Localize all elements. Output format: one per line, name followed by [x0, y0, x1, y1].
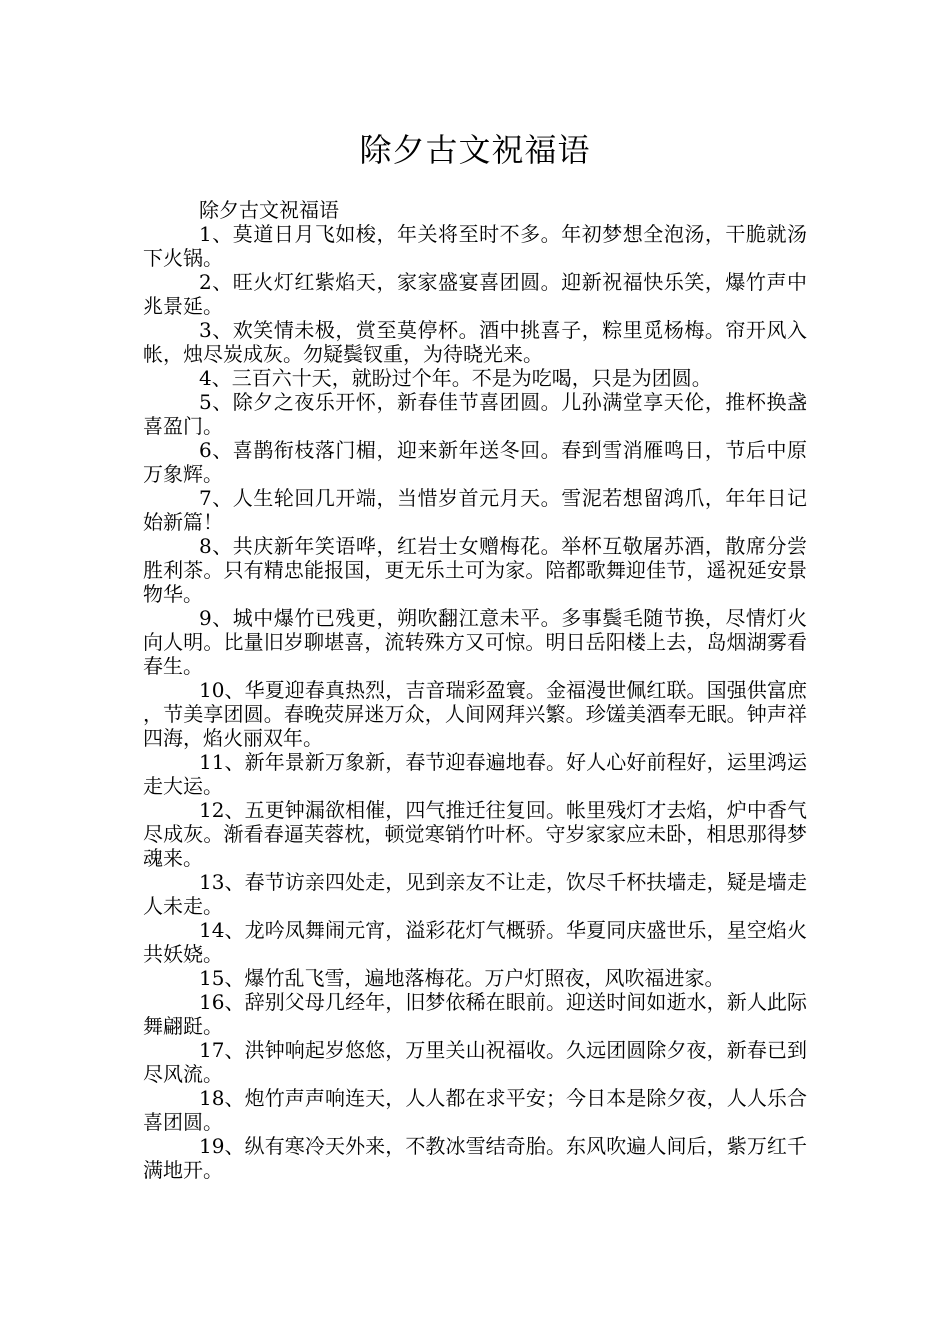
document-subtitle: 除夕古文祝福语 [199, 198, 339, 222]
paragraph-18: 18、炮竹声声响连天，人人都在求平安；今日本是除夕夜，人人乐合喜团圆。 [143, 1086, 807, 1134]
paragraph-19: 19、纵有寒冷天外来，不教冰雪结奇胎。东风吹遍人间后，紫万红千满地开。 [143, 1134, 807, 1182]
paragraph-12: 12、五更钟漏欲相催，四气推迁往复回。帐里残灯才去焰，炉中香气尽成灰。渐看春逼芙蓉枕，顿觉寒销竹叶杯。守岁家家应未卧，相思那得梦魂来。 [143, 798, 807, 870]
paragraph-9: 9、城中爆竹已残更，朔吹翻江意未平。多事鬓毛随节换，尽情灯火向人明。比量旧岁聊堪喜，流转殊方又可惊。明日岳阳楼上去，岛烟湖雾看春生。 [143, 606, 807, 678]
paragraph-6: 6、喜鹊衔枝落门楣，迎来新年送冬回。春到雪消雁鸣日，节后中原万象辉。 [143, 438, 807, 486]
paragraph-3: 3、欢笑情未极，赏至莫停杯。酒中挑喜子，粽里觅杨梅。帘开风入帐，烛尽炭成灰。勿疑鬓钗重，为待晓光来。 [143, 318, 807, 366]
paragraph-1: 1、莫道日月飞如梭，年关将至时不多。年初梦想全泡汤，干脆就汤下火锅。 [143, 222, 807, 270]
paragraph-7: 7、人生轮回几开端，当惜岁首元月天。雪泥若想留鸿爪，年年日记始新篇！ [143, 486, 807, 534]
paragraph-11: 11、新年景新万象新，春节迎春遍地春。好人心好前程好，运里鸿运走大运。 [143, 750, 807, 798]
paragraph-13: 13、春节访亲四处走，见到亲友不让走，饮尽千杯扶墙走，疑是墙走人未走。 [143, 870, 807, 918]
paragraph-17: 17、洪钟响起岁悠悠，万里关山祝福收。久远团圆除夕夜，新春已到尽风流。 [143, 1038, 807, 1086]
document-title: 除夕古文祝福语 [359, 131, 591, 169]
paragraph-15: 15、爆竹乱飞雪，遍地落梅花。万户灯照夜，风吹福进家。 [199, 966, 725, 990]
paragraph-2: 2、旺火灯红紫焰天，家家盛宴喜团圆。迎新祝福快乐笑，爆竹声中兆景延。 [143, 270, 807, 318]
paragraph-14: 14、龙吟凤舞闹元宵，溢彩花灯气概骄。华夏同庆盛世乐，星空焰火共妖娆。 [143, 918, 807, 966]
paragraph-16: 16、辞别父母几经年，旧梦依稀在眼前。迎送时间如逝水，新人此际舞翩跹。 [143, 990, 807, 1038]
paragraph-4: 4、三百六十天，就盼过个年。不是为吃喝，只是为团圆。 [199, 366, 712, 390]
paragraph-10: 10、华夏迎春真热烈，吉音瑞彩盈寰。金福漫世佩红联。国强供富庶，节美享团圆。春晚荧屏迷万众，人间网拜兴繁。珍馐美酒奉无眠。钟声祥四海，焰火丽双年。 [143, 678, 807, 750]
document-body [143, 198, 807, 1182]
paragraph-5: 5、除夕之夜乐开怀，新春佳节喜团圆。儿孙满堂享天伦，推杯换盏喜盈门。 [143, 390, 807, 438]
paragraph-8: 8、共庆新年笑语哗，红岩士女赠梅花。举杯互敬屠苏酒，散席分尝胜利茶。只有精忠能报国，更无乐土可为家。陪都歌舞迎佳节，遥祝延安景物华。 [143, 534, 807, 606]
